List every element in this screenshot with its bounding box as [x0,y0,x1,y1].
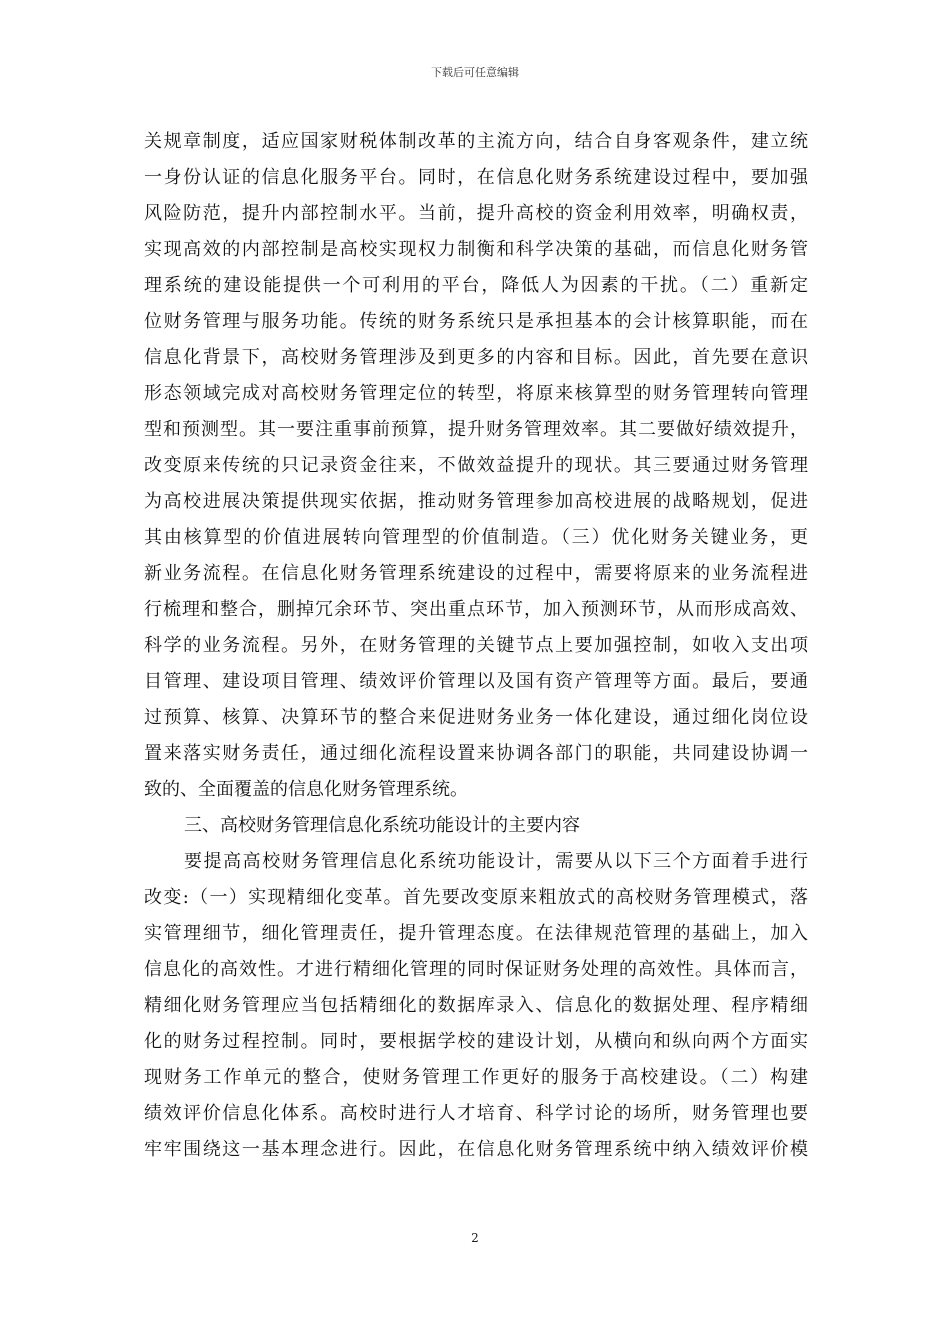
text-line: 一身份认证的信息化服务平台。同时，在信息化财务系统建设过程中，要加强 [144,167,808,188]
text-line: 化的财务过程控制。同时，要根据学校的建设计划，从横向和纵向两个方面实 [144,1031,808,1052]
text-line: 现财务工作单元的整合，使财务管理工作更好的服务于高校建设。（二）构建 [144,1067,808,1088]
text-line: 过预算、核算、决算环节的整合来促进财务业务一体化建设，通过细化岗位设 [144,707,808,728]
text-line: 其由核算型的价值进展转向管理型的价值制造。（三）优化财务关键业务，更 [144,527,808,548]
page-number: 2 [471,1231,479,1245]
text-line: 牢牢围绕这一基本理念进行。因此，在信息化财务管理系统中纳入绩效评价模 [144,1139,808,1160]
text-line: 绩效评价信息化体系。高校时进行人才培育、科学讨论的场所，财务管理也要 [144,1103,808,1124]
text-line: 为高校进展决策提供现实依据，推动财务管理参加高校进展的战略规划，促进 [144,491,808,512]
text-line: 形态领域完成对高校财务管理定位的转型，将原来核算型的财务管理转向管理 [144,383,808,404]
text-line: 改变:（一）实现精细化变革。首先要改变原来粗放式的高校财务管理模式，落 [144,887,808,908]
text-line: 风险防范，提升内部控制水平。当前，提升高校的资金利用效率，明确权责， [144,203,808,224]
text-line: 型和预测型。其一要注重事前预算，提升财务管理效率。其二要做好绩效提升， [144,419,808,440]
text-line: 目管理、建设项目管理、绩效评价管理以及国有资产管理等方面。最后，要通 [144,671,808,692]
text-line: 行梳理和整合，删掉冗余环节、突出重点环节，加入预测环节，从而形成高效、 [144,599,808,620]
text-line: 信息化背景下，高校财务管理涉及到更多的内容和目标。因此，首先要在意识 [144,347,808,368]
text-line: 实现高效的内部控制是高校实现权力制衡和科学决策的基础，而信息化财务管 [144,239,808,260]
text-line: 置来落实财务责任，通过细化流程设置来协调各部门的职能，共同建设协调一 [144,743,808,764]
text-line: 致的、全面覆盖的信息化财务管理系统。 [144,779,468,800]
document-body [144,124,808,1168]
text-line: 改变原来传统的只记录资金往来，不做效益提升的现状。其三要通过财务管理 [144,455,808,476]
page-header: 下载后可任意编辑 [431,66,519,79]
text-line: 实管理细节，细化管理责任，提升管理态度。在法律规范管理的基础上，加入 [144,923,808,944]
text-line: 精细化财务管理应当包括精细化的数据库录入、信息化的数据处理、程序精细 [144,995,808,1016]
text-line: 要提高高校财务管理信息化系统功能设计，需要从以下三个方面着手进行 [184,851,808,872]
text-line: 关规章制度，适应国家财税体制改革的主流方向，结合自身客观条件，建立统 [144,131,808,152]
text-line: 科学的业务流程。另外，在财务管理的关键节点上要加强控制，如收入支出项 [144,635,808,656]
text-line: 位财务管理与服务功能。传统的财务系统只是承担基本的会计核算职能，而在 [144,311,808,332]
section-heading: 三、高校财务管理信息化系统功能设计的主要内容 [184,815,580,836]
text-line: 信息化的高效性。才进行精细化管理的同时保证财务处理的高效性。具体而言， [144,959,808,980]
text-line: 新业务流程。在信息化财务管理系统建设的过程中，需要将原来的业务流程进 [144,563,808,584]
text-line: 理系统的建设能提供一个可利用的平台，降低人为因素的干扰。（二）重新定 [144,275,808,296]
